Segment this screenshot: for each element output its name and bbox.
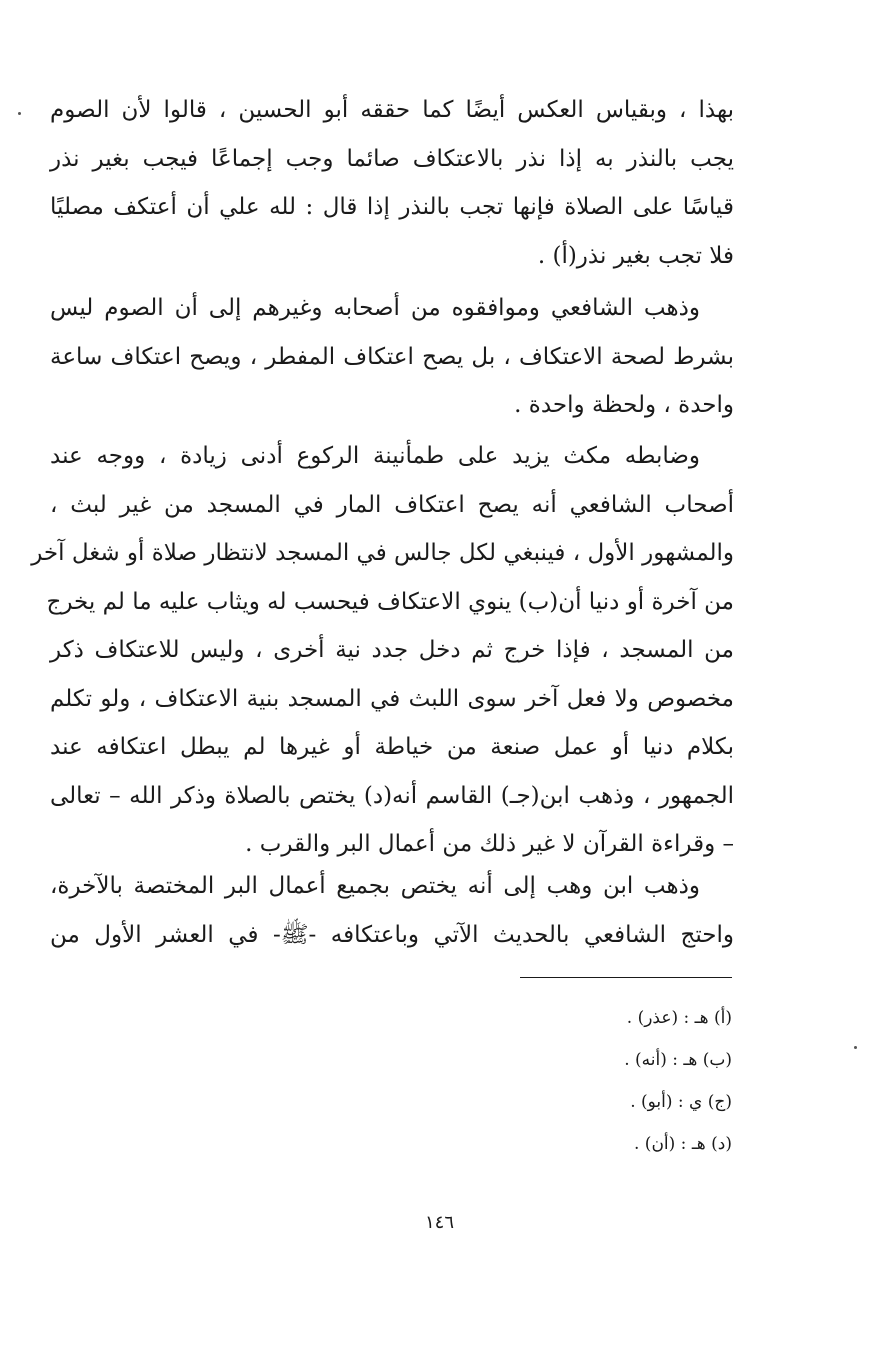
footnote-item: (ج) ي : (أبو) . bbox=[630, 1092, 732, 1112]
text-line: بشرط لصحة الاعتكاف ، بل يصح اعتكاف المفطر ، ويصح اعتكاف ساعة bbox=[50, 343, 734, 370]
paragraph-2 bbox=[50, 284, 734, 430]
scan-speck bbox=[18, 112, 21, 115]
page-number: ١٤٦ bbox=[424, 1212, 454, 1233]
footnote-item: (ب) هـ : (أنه) . bbox=[624, 1050, 732, 1070]
paragraph-3 bbox=[31, 432, 734, 869]
text-line: من آخرة أو دنيا أن(ب) ينوي الاعتكاف فيحسب له ويثاب عليه ما لم يخرج bbox=[46, 588, 734, 615]
text-line: من المسجد ، فإذا خرج ثم دخل جدد نية أخرى ، وليس للاعتكاف ذكر bbox=[50, 637, 734, 663]
footnote-separator bbox=[520, 977, 732, 978]
text-line: فلا تجب بغير نذر(أ) . bbox=[537, 242, 734, 269]
paragraph-1 bbox=[50, 86, 734, 280]
text-line: والمشهور الأول ، فينبغي لكل جالس في المسجد لانتظار صلاة أو شغل آخر bbox=[31, 540, 734, 566]
text-line: أصحاب الشافعي أنه يصح اعتكاف المار في المسجد من غير لبث ، bbox=[50, 491, 734, 518]
text-line: بهذا ، وبقياس العكس أيضًا كما حققه أبو الحسين ، قالوا لأن الصوم bbox=[50, 97, 734, 123]
text-line: مخصوص ولا فعل آخر سوى اللبث في المسجد بنية الاعتكاف ، ولو تكلم bbox=[50, 685, 734, 712]
scan-speck bbox=[854, 1046, 857, 1049]
text-line: واحتج الشافعي بالحديث الآتي وباعتكافه -ﷺ- في العشر الأول من bbox=[50, 921, 734, 948]
text-line: وذهب الشافعي وموافقوه من أصحابه وغيرهم إلى أن الصوم ليس bbox=[50, 295, 700, 321]
text-line: قياسًا على الصلاة فإنها تجب بالنذر إذا قال : لله علي أن أعتكف مصليًا bbox=[50, 194, 734, 220]
text-line: – وقراءة القرآن لا غير ذلك من أعمال البر والقرب . bbox=[245, 831, 734, 857]
text-line: واحدة ، ولحظة واحدة . bbox=[514, 392, 734, 418]
text-line: بكلام دنيا أو عمل صنعة من خياطة أو غيرها لم يبطل اعتكافه عند bbox=[50, 734, 734, 760]
paragraph-4 bbox=[50, 862, 734, 959]
footnote-item: (د) هـ : (أن) . bbox=[634, 1134, 732, 1154]
text-line: وضابطه مكث يزيد على طمأنينة الركوع أدنى زيادة ، ووجه عند bbox=[50, 443, 700, 469]
text-line: يجب بالنذر به إذا نذر بالاعتكاف صائما وجب إجماعًا فيجب بغير نذر bbox=[50, 145, 734, 172]
footnote-item: (أ) هـ : (عذر) . bbox=[626, 1008, 732, 1028]
text-line: وذهب ابن وهب إلى أنه يختص بجميع أعمال البر المختصة بالآخرة، bbox=[50, 873, 700, 899]
footnotes bbox=[450, 997, 732, 1165]
text-line: الجمهور ، وذهب ابن(جـ) القاسم أنه(د) يختص بالصلاة وذكر الله – تعالى bbox=[50, 782, 734, 809]
